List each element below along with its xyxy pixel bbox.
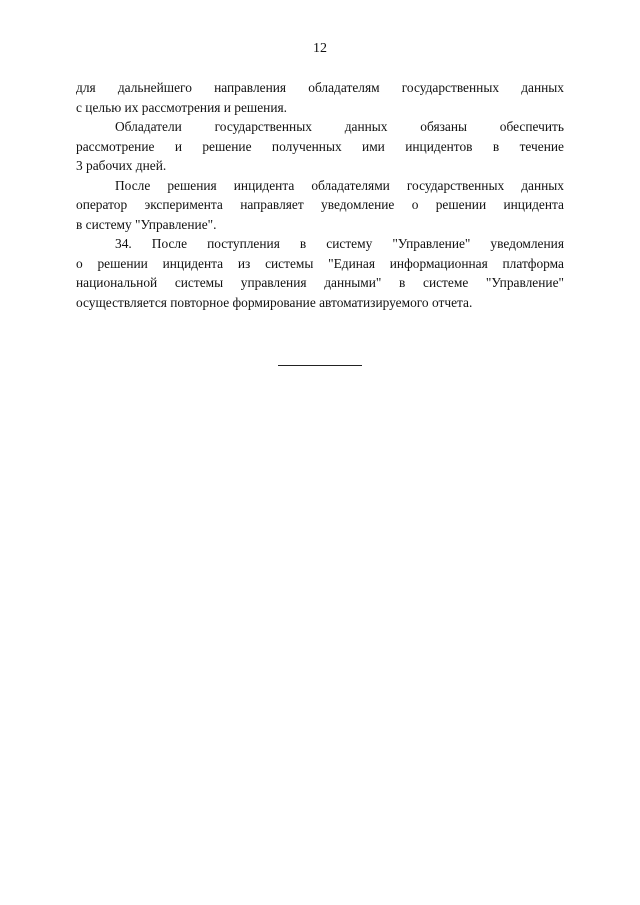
paragraph-item-34 [76, 234, 564, 312]
text-line: Обладатели государственных данных обязаны обеспечить [115, 119, 564, 134]
text-line: в систему "Управление". [76, 216, 217, 232]
text-line: рассмотрение и решение полученных ими инцидентов в течение [76, 138, 564, 154]
text-line: оператор эксперимента направляет уведомление о решении инцидента [76, 197, 564, 212]
end-separator-line [278, 365, 362, 366]
page-number: 12 [313, 41, 327, 56]
paragraph-continuation [76, 78, 564, 117]
text-line: о решении инцидента из системы "Единая информационная платформа [76, 255, 564, 271]
text-line: национальной системы управления данными" в системе "Управление" [76, 275, 564, 290]
text-line: осуществляется повторное формирование автоматизируемого отчета. [76, 294, 473, 310]
document-body [76, 78, 564, 312]
text-line: После решения инцидента обладателями государственных данных [115, 177, 564, 193]
paragraph-notification [76, 176, 564, 235]
text-line: 34. После поступления в систему "Управление" уведомления [115, 236, 564, 251]
text-line: для дальнейшего направления обладателям государственных данных [76, 80, 564, 95]
text-line: 3 рабочих дней. [76, 158, 167, 173]
paragraph-obligations [76, 117, 564, 176]
text-line: с целью их рассмотрения и решения. [76, 99, 288, 115]
